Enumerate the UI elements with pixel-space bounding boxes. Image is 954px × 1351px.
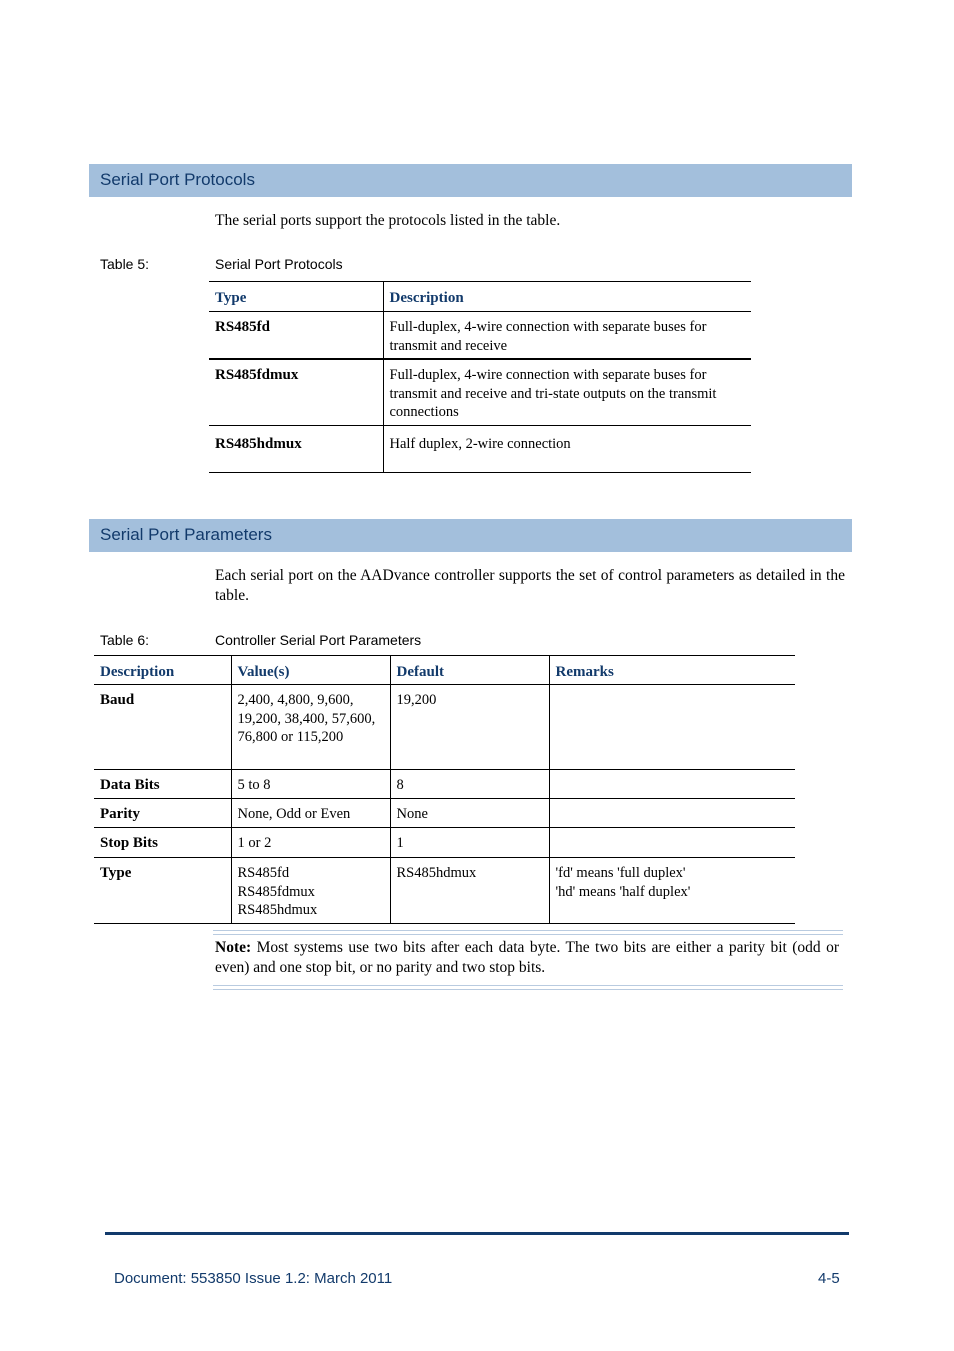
param-remark-line: 'hd' means 'half duplex' (555, 883, 691, 900)
table-header-row (209, 282, 751, 312)
note-top-rule (213, 930, 843, 935)
param-values (231, 858, 390, 924)
param-name: Baud (94, 685, 231, 770)
note (215, 938, 839, 978)
table-caption-number: Table 5: (100, 256, 150, 272)
param-name: Data Bits (94, 770, 231, 799)
section-header-serial-port-protocols (89, 164, 852, 197)
param-values: 5 to 8 (231, 770, 390, 799)
param-name: Stop Bits (94, 828, 231, 858)
note-bottom-rule (213, 985, 843, 990)
param-default: 8 (390, 770, 549, 799)
protocol-description: Full-duplex, 4-wire connection with separate buses for transmit and receive (389, 319, 707, 354)
column-header: Description (389, 290, 464, 306)
note-label: Note: (215, 939, 252, 956)
param-remarks (549, 828, 795, 858)
footer-rule (105, 1232, 849, 1235)
table-header-row (94, 656, 795, 685)
param-default: 19,200 (390, 685, 549, 770)
section-title: Serial Port Parameters (100, 525, 272, 544)
protocol-description: Full-duplex, 4-wire connection with separate buses for transmit and receive and tri-state outputs on the transmit connections (389, 367, 717, 420)
section-title: Serial Port Protocols (100, 170, 255, 189)
param-default: None (390, 799, 549, 828)
param-default: RS485hdmux (390, 858, 549, 924)
table-row (94, 799, 795, 828)
param-remarks (549, 685, 795, 770)
section-intro: Each serial port on the AADvance controller supports the set of control parameters as detailed in the table. (215, 567, 845, 604)
table-row (94, 828, 795, 858)
protocol-description: Half duplex, 2-wire connection (389, 435, 571, 452)
table-caption-title: Serial Port Protocols (215, 256, 343, 272)
protocol-type: RS485hdmux (209, 425, 383, 472)
param-remark-line: 'fd' means 'full duplex' (555, 865, 686, 881)
section-intro: The serial ports support the protocols listed in the table. (215, 212, 561, 229)
param-remarks (549, 799, 795, 828)
param-values: 1 or 2 (231, 828, 390, 858)
protocols-table (209, 281, 751, 473)
param-remarks (549, 770, 795, 799)
param-value-line: RS485fdmux (237, 883, 315, 900)
table-row (209, 425, 751, 472)
footer-page-number: 4-5 (818, 1270, 840, 1287)
section-header-serial-port-parameters (89, 519, 852, 552)
param-values: None, Odd or Even (231, 799, 390, 828)
param-default: 1 (390, 828, 549, 858)
table-row (209, 312, 751, 360)
column-header: Default (390, 656, 549, 685)
parameters-table (94, 655, 795, 924)
column-header: Description (94, 656, 231, 685)
protocol-type: RS485fdmux (209, 359, 383, 425)
table-row (209, 359, 751, 425)
table-row (94, 770, 795, 799)
protocol-type: RS485fd (209, 312, 383, 360)
footer-document-info: Document: 553850 Issue 1.2: March 2011 (114, 1270, 393, 1287)
table-row (94, 685, 795, 770)
param-remarks (549, 858, 795, 924)
note-text: Most systems use two bits after each data byte. The two bits are either a parity bit (odd or even) and one stop bit, or no parity and two stop bits. (215, 939, 839, 976)
param-values: 2,400, 4,800, 9,600, 19,200, 38,400, 57,600, 76,800 or 115,200 (231, 685, 390, 770)
column-header: Value(s) (231, 656, 390, 685)
table-row (94, 858, 795, 924)
table-caption-number: Table 6: (100, 632, 150, 648)
table-caption-title: Controller Serial Port Parameters (215, 632, 422, 648)
param-value-line: RS485fd (237, 865, 290, 881)
param-name: Parity (94, 799, 231, 828)
param-value-line: RS485hdmux (237, 902, 318, 918)
column-header: Remarks (555, 664, 614, 680)
column-header: Type (209, 282, 383, 312)
param-name: Type (94, 858, 231, 924)
